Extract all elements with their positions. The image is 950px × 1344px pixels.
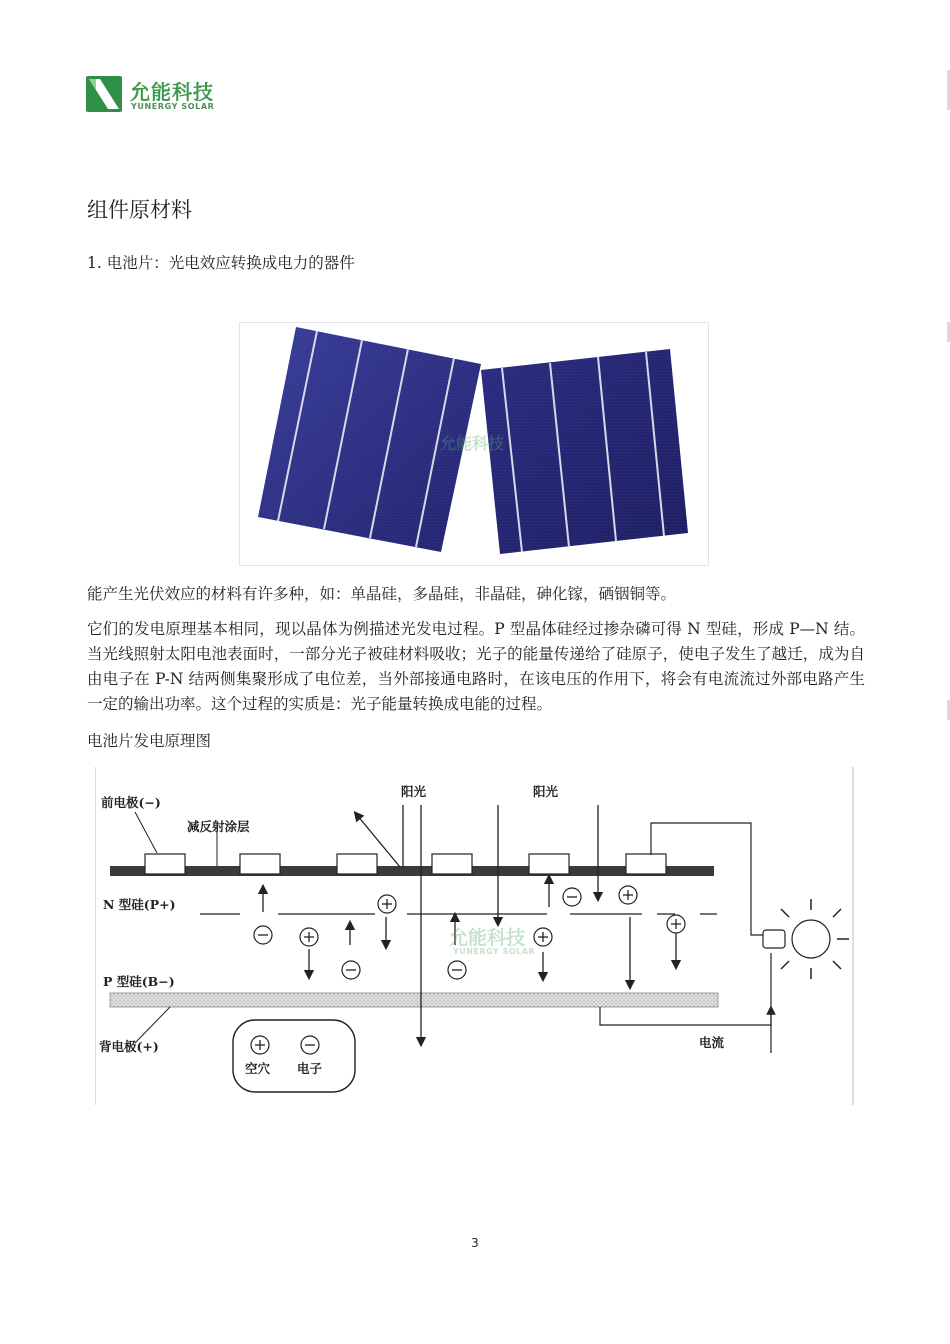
section-title: 1. 电池片：光电效应转换成电力的器件 [87,254,355,272]
page-heading: 组件原材料 [87,198,192,222]
page-number: 3 [471,1236,479,1250]
solar-cell-photo [239,322,709,566]
lamp-icon [763,920,830,958]
legend-hole-label: 空穴 [245,1061,271,1076]
antireflection-label: 减反射涂层 [187,819,250,834]
n-silicon-label: N 型硅(P+) [103,897,176,912]
electron-symbols [254,888,581,1054]
diagram-watermark-en: YUNERGY SOLAR [453,947,536,956]
materials-paragraph: 能产生光伏效应的材料有许多种，如：单晶硅，多晶硅，非晶硅，砷化镓，硒铟铜等。 [87,585,677,603]
solar-cell-right [481,349,688,554]
photo-watermark: 允能科技 [440,434,505,453]
legend-electron-label: 电子 [297,1061,323,1076]
company-logo [86,76,236,116]
front-electrode-label: 前电极(−) [101,795,161,810]
current-label: 电流 [699,1035,725,1050]
legend-box [233,1020,355,1092]
diagram-watermark-cn: 允能科技 [449,927,526,949]
principle-paragraph: 它们的发电原理基本相同，现以晶体为例描述光发电过程。P 型晶体硅经过掺杂磷可得 N 型硅，形成 P—N 结。当光线照射太阳电池表面时，一部分光子被硅材料吸收；光子的能量传递给了硅原子，使电子发生了越迁，成为自由电子在 P-N 结两侧集聚形成了电位差，当外部接通电路时，在该电压的作用下，将会有电流流过外部电路产生一定的输出功率。这个过程的实质是：光子能量转换成电能的过程。 [87,620,865,713]
solar-cell-principle-diagram [95,767,855,1107]
antireflection-layer [110,866,714,876]
back-electrode-label: 背电极(+) [99,1039,159,1054]
logo-text-cn: 允能科技 [130,80,214,104]
p-silicon-label: P 型硅(B−) [103,974,175,989]
logo-text-en: YUNERGY SOLAR [131,102,215,111]
diagram-caption: 电池片发电原理图 [87,732,212,750]
back-layer [110,993,718,1007]
hole-symbols [251,886,685,1054]
logo-mark-icon [86,76,122,112]
sunlight-label-1: 阳光 [401,784,427,799]
sunlight-label-2: 阳光 [533,784,559,799]
